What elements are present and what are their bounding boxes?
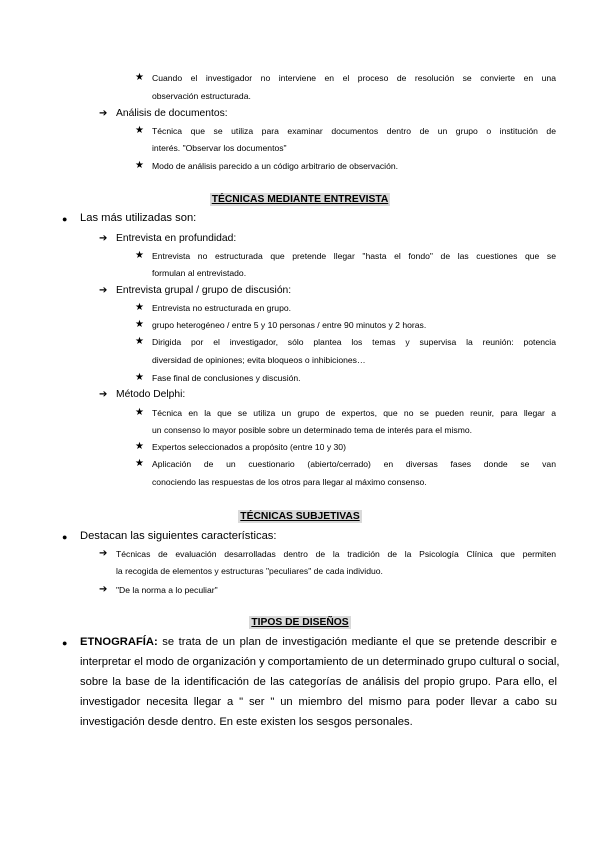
paragraph-line: sobre la base de la identificación de las categorías de análisis del propio grupo. Para ello, el bbox=[80, 676, 557, 688]
section-heading bbox=[0, 194, 600, 205]
star-bullet-icon: ★ bbox=[135, 407, 144, 418]
round-bullet-icon: ● bbox=[62, 214, 68, 224]
bullet-text: Dirigida por el investigador, sólo plantea los temas y supervisa la reunión: potencia bbox=[152, 337, 556, 347]
star-bullet-icon: ★ bbox=[135, 372, 144, 383]
bullet-text: Modo de análisis parecido a un código arbitrario de observación. bbox=[152, 161, 399, 171]
arrow-bullet-icon: ➔ bbox=[99, 108, 108, 119]
heading-text: TÉCNICAS MEDIANTE ENTREVISTA bbox=[211, 194, 389, 205]
star-bullet-icon: ★ bbox=[135, 160, 144, 171]
bullet-text: Aplicación de un cuestionario (abierto/cerrado) en diversas fases donde se van bbox=[152, 459, 556, 469]
arrow-bullet-icon: ➔ bbox=[99, 584, 108, 595]
arrow-item-text: Técnicas de evaluación desarrolladas dentro de la tradición de la Psicología Clínica que permiten bbox=[116, 549, 556, 559]
bullet-text: Entrevista no estructurada que pretende llegar "hasta el fondo" de las cuestiones que se bbox=[152, 251, 556, 261]
arrow-item-text: Método Delphi: bbox=[116, 389, 186, 400]
bullet-text: interés. "Observar los documentos" bbox=[152, 143, 287, 153]
star-bullet-icon: ★ bbox=[135, 125, 144, 136]
term-label: ETNOGRAFÍA: bbox=[80, 636, 158, 648]
bullet-text: Fase final de conclusiones y discusión. bbox=[152, 373, 301, 383]
bullet-text: grupo heterogéneo / entre 5 y 10 personas / entre 90 minutos y 2 horas. bbox=[152, 320, 427, 330]
star-bullet-icon: ★ bbox=[135, 250, 144, 261]
paragraph-line: interpretar el modo de organización y comportamiento de un determinado grupo cultural o social, bbox=[80, 656, 560, 668]
paragraph-line bbox=[80, 636, 557, 648]
arrow-bullet-icon: ➔ bbox=[99, 285, 108, 296]
bullet-text: conociendo las respuestas de los otros para llegar al máximo consenso. bbox=[152, 477, 427, 487]
star-bullet-icon: ★ bbox=[135, 319, 144, 330]
bullet-text: Técnica que se utiliza para examinar documentos dentro de un grupo o institución de bbox=[152, 126, 556, 136]
heading-text: TIPOS DE DISEÑOS bbox=[251, 617, 349, 628]
arrow-bullet-icon: ➔ bbox=[99, 233, 108, 244]
arrow-item-text: "De la norma a lo peculiar" bbox=[116, 585, 218, 595]
star-bullet-icon: ★ bbox=[135, 72, 144, 83]
heading-text: TÉCNICAS SUBJETIVAS bbox=[240, 511, 360, 522]
paragraph-line: investigador necesita llegar a " ser " un miembro del mismo para poder llevar a cabo su bbox=[80, 696, 557, 708]
bullet-text: Expertos seleccionados a propósito (entre 10 y 30) bbox=[152, 442, 346, 452]
bullet-text: observación estructurada. bbox=[152, 91, 251, 101]
star-bullet-icon: ★ bbox=[135, 458, 144, 469]
bullet-text: diversidad de opiniones; evita bloqueos o inhibiciones… bbox=[152, 355, 366, 365]
paragraph-text: se trata de un plan de investigación mediante el que se pretende describir e bbox=[157, 636, 557, 648]
arrow-item-text: Entrevista en profundidad: bbox=[116, 233, 237, 244]
bullet-text: Técnica en la que se utiliza un grupo de expertos, que no se pueden reunir, para llegar a bbox=[152, 408, 556, 418]
intro-text: Las más utilizadas son: bbox=[80, 212, 197, 224]
bullet-text: formulan al entrevistado. bbox=[152, 268, 247, 278]
star-bullet-icon: ★ bbox=[135, 302, 144, 313]
arrow-bullet-icon: ➔ bbox=[99, 389, 108, 400]
arrow-item-text: la recogida de elementos y estructuras "peculiares" de cada individuo. bbox=[116, 566, 383, 576]
bullet-text: Cuando el investigador no interviene en el proceso de resolución se convierte en una bbox=[152, 73, 556, 83]
section-heading bbox=[0, 511, 600, 522]
star-bullet-icon: ★ bbox=[135, 336, 144, 347]
round-bullet-icon: ● bbox=[62, 638, 68, 648]
round-bullet-icon: ● bbox=[62, 532, 68, 542]
bullet-text: un consenso lo mayor posible sobre un determinado tema de interés para el mismo. bbox=[152, 425, 473, 435]
bullet-text: Entrevista no estructurada en grupo. bbox=[152, 303, 292, 313]
intro-text: Destacan las siguientes características: bbox=[80, 530, 277, 542]
arrow-item-text: Entrevista grupal / grupo de discusión: bbox=[116, 285, 292, 296]
section-heading bbox=[0, 617, 600, 628]
arrow-bullet-icon: ➔ bbox=[99, 548, 108, 559]
star-bullet-icon: ★ bbox=[135, 441, 144, 452]
arrow-item-text: Análisis de documentos: bbox=[116, 108, 228, 119]
paragraph-line: investigación desde dentro. En este existen los sesgos personales. bbox=[80, 716, 413, 728]
